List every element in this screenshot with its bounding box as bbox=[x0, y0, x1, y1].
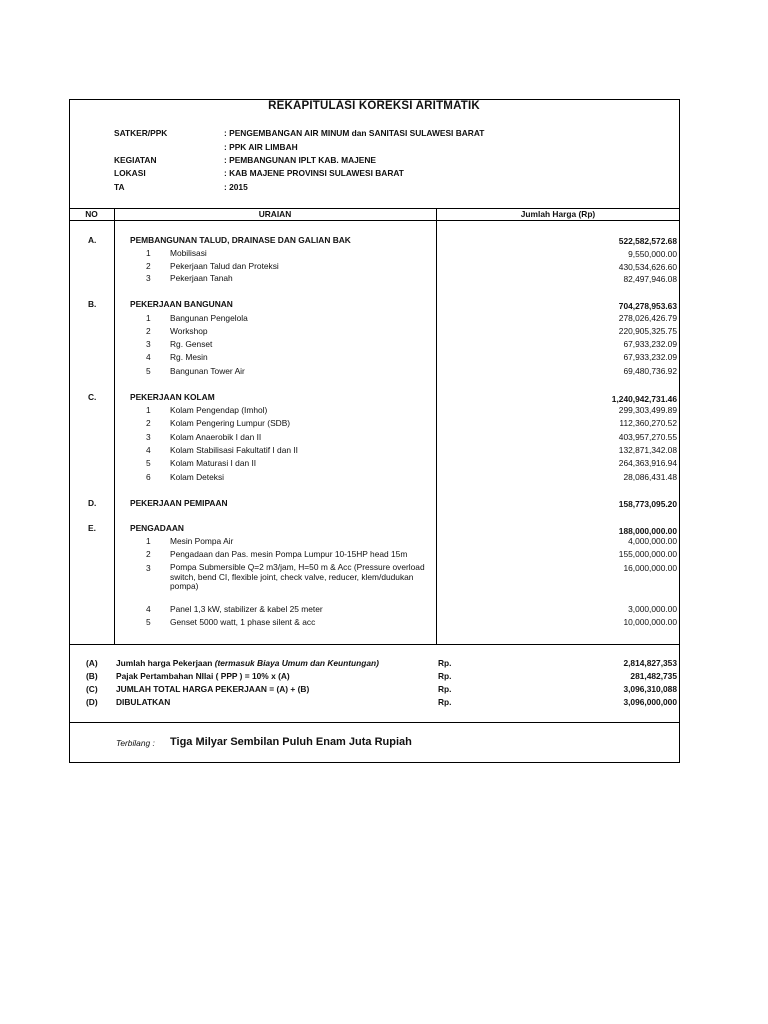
section-total-c: 1,240,942,731.46 bbox=[611, 394, 677, 404]
summary-label-b: Pajak Pertambahan NIlai ( PPP ) = 10% x (A) bbox=[116, 671, 290, 681]
summary-currency: Rp. bbox=[438, 697, 452, 707]
info-value-ppk: : PPK AIR LIMBAH bbox=[224, 142, 298, 152]
summary-code-d: (D) bbox=[86, 697, 98, 707]
item-no: 1 bbox=[146, 248, 151, 258]
item-no: 5 bbox=[146, 617, 151, 627]
item-no: 2 bbox=[146, 326, 151, 336]
item-desc: Kolam Maturasi I dan II bbox=[170, 458, 257, 468]
item-no: 3 bbox=[146, 563, 151, 573]
item-amount: 278,026,426.79 bbox=[618, 313, 677, 323]
item-desc: Rg. Mesin bbox=[170, 352, 208, 362]
section-total-d: 158,773,095.20 bbox=[618, 499, 677, 509]
summary-currency: Rp. bbox=[438, 658, 452, 668]
item-amount: 299,303,499.89 bbox=[618, 405, 677, 415]
item-no: 3 bbox=[146, 339, 151, 349]
item-desc: Kolam Pengering Lumpur (SDB) bbox=[170, 418, 291, 428]
summary-amount-b: 281,482,735 bbox=[630, 671, 677, 681]
item-desc: Bangunan Pengelola bbox=[170, 313, 248, 323]
info-label-satker: SATKER/PPK bbox=[114, 128, 168, 138]
header-jumlah: Jumlah Harga (Rp) bbox=[520, 209, 596, 219]
item-no: 4 bbox=[146, 604, 151, 614]
item-no: 2 bbox=[146, 418, 151, 428]
item-amount: 10,000,000.00 bbox=[623, 617, 677, 627]
item-no: 4 bbox=[146, 352, 151, 362]
item-amount: 3,000,000.00 bbox=[628, 604, 677, 614]
item-desc: Kolam Pengendap (Imhol) bbox=[170, 405, 268, 415]
item-desc: Panel 1,3 kW, stabilizer & kabel 25 meter bbox=[170, 604, 323, 614]
item-no: 4 bbox=[146, 445, 151, 455]
item-no: 5 bbox=[146, 458, 151, 468]
table-header-line bbox=[69, 220, 680, 221]
item-amount: 82,497,946.08 bbox=[623, 274, 677, 284]
item-amount: 4,000,000.00 bbox=[628, 536, 677, 546]
header-uraian: URAIAN bbox=[258, 209, 292, 219]
item-desc: Pengadaan dan Pas. mesin Pompa Lumpur 10-15HP head 15m bbox=[170, 549, 408, 559]
item-no: 3 bbox=[146, 273, 151, 283]
section-name-d: PEKERJAAN PEMIPAAN bbox=[130, 498, 228, 508]
info-value-kegiatan: : PEMBANGUNAN IPLT KAB. MAJENE bbox=[224, 155, 376, 165]
item-no: 5 bbox=[146, 366, 151, 376]
summary-end-line bbox=[69, 722, 680, 723]
item-desc: Kolam Stabilisasi Fakultatif I dan II bbox=[170, 445, 299, 455]
item-amount: 112,360,270.52 bbox=[619, 418, 677, 428]
item-desc: Pekerjaan Tanah bbox=[170, 273, 233, 283]
summary-label-a bbox=[116, 658, 379, 668]
summary-code-c: (C) bbox=[86, 684, 98, 694]
item-amount: 9,550,000.00 bbox=[628, 249, 677, 259]
item-desc: Mobilisasi bbox=[170, 248, 207, 258]
section-total-b: 704,278,953.63 bbox=[618, 301, 677, 311]
terbilang-value: Tiga Milyar Sembilan Puluh Enam Juta Rupiah bbox=[170, 736, 412, 748]
item-amount: 220,905,325.75 bbox=[618, 326, 677, 336]
item-desc: Bangunan Tower Air bbox=[170, 366, 245, 376]
item-no: 3 bbox=[146, 432, 151, 442]
item-desc: Kolam Anaerobik I dan II bbox=[170, 432, 262, 442]
item-no: 1 bbox=[146, 405, 151, 415]
summary-amount-a: 2,814,827,353 bbox=[623, 658, 677, 668]
info-value-lokasi: : KAB MAJENE PROVINSI SULAWESI BARAT bbox=[224, 168, 404, 178]
document-title: REKAPITULASI KOREKSI ARITMATIK bbox=[268, 100, 480, 112]
column-divider-uraian bbox=[436, 208, 437, 644]
terbilang-label: Terbilang : bbox=[116, 738, 155, 748]
summary-currency: Rp. bbox=[438, 684, 452, 694]
info-value-satker: : PENGEMBANGAN AIR MINUM dan SANITASI SULAWESI BARAT bbox=[224, 128, 485, 138]
section-code-e: E. bbox=[88, 523, 96, 533]
item-amount: 403,957,270.55 bbox=[618, 432, 677, 442]
item-desc: Kolam Deteksi bbox=[170, 472, 224, 482]
item-desc: Mesin Pompa Air bbox=[170, 536, 234, 546]
section-code-c: C. bbox=[88, 392, 97, 402]
item-desc: Rg. Genset bbox=[170, 339, 213, 349]
section-name-a: PEMBANGUNAN TALUD, DRAINASE DAN GALIAN BAK bbox=[130, 235, 351, 245]
item-amount: 16,000,000.00 bbox=[623, 563, 677, 573]
item-desc: Genset 5000 watt, 1 phase silent & acc bbox=[170, 617, 316, 627]
item-amount: 67,933,232.09 bbox=[623, 352, 677, 362]
summary-label-d: DIBULATKAN bbox=[116, 697, 171, 707]
item-amount: 69,480,736.92 bbox=[623, 366, 677, 376]
section-name-c: PEKERJAAN KOLAM bbox=[130, 392, 215, 402]
item-amount: 67,933,232.09 bbox=[623, 339, 677, 349]
item-amount: 430,534,626.60 bbox=[618, 262, 677, 272]
info-value-ta: : 2015 bbox=[224, 182, 248, 192]
item-amount: 28,086,431.48 bbox=[623, 472, 677, 482]
section-total-e: 188,000,000.00 bbox=[618, 526, 677, 536]
info-label-kegiatan: KEGIATAN bbox=[114, 155, 157, 165]
section-total-a: 522,582,572.68 bbox=[618, 236, 677, 246]
item-no: 2 bbox=[146, 549, 151, 559]
summary-amount-c: 3,096,310,088 bbox=[623, 684, 677, 694]
item-no: 6 bbox=[146, 472, 151, 482]
item-desc: Pekerjaan Talud dan Proteksi bbox=[170, 261, 279, 271]
column-divider-no bbox=[114, 208, 115, 644]
section-name-e: PENGADAAN bbox=[130, 523, 184, 533]
item-amount: 264,363,916.94 bbox=[618, 458, 677, 468]
item-amount: 155,000,000.00 bbox=[618, 549, 677, 559]
header-no: NO bbox=[85, 209, 98, 219]
summary-code-a: (A) bbox=[86, 658, 98, 668]
info-label-ta: TA bbox=[114, 182, 125, 192]
item-no: 2 bbox=[146, 261, 151, 271]
summary-amount-d: 3,096,000,000 bbox=[623, 697, 677, 707]
section-code-b: B. bbox=[88, 299, 97, 309]
info-label-lokasi: LOKASI bbox=[114, 168, 146, 178]
item-no: 1 bbox=[146, 536, 151, 546]
section-name-b: PEKERJAAN BANGUNAN bbox=[130, 299, 233, 309]
item-amount: 132,871,342.08 bbox=[618, 445, 677, 455]
section-code-d: D. bbox=[88, 498, 97, 508]
item-desc: Workshop bbox=[170, 326, 208, 336]
summary-note: (termasuk Biaya Umum dan Keuntungan) bbox=[214, 658, 379, 668]
summary-code-b: (B) bbox=[86, 671, 98, 681]
item-desc: Pompa Submersible Q=2 m3/jam, H=50 m & Acc (Pressure overload switch, bend CI, flexible joint, check valve, reducer, klem/dudukan pompa) bbox=[170, 562, 425, 591]
summary-label-c: JUMLAH TOTAL HARGA PEKERJAAN = (A) + (B) bbox=[116, 684, 310, 694]
item-no: 1 bbox=[146, 313, 151, 323]
table-body-end-line bbox=[69, 644, 680, 645]
section-code-a: A. bbox=[88, 235, 97, 245]
summary-currency: Rp. bbox=[438, 671, 452, 681]
summary-label-text: Jumlah harga Pekerjaan bbox=[116, 658, 213, 668]
